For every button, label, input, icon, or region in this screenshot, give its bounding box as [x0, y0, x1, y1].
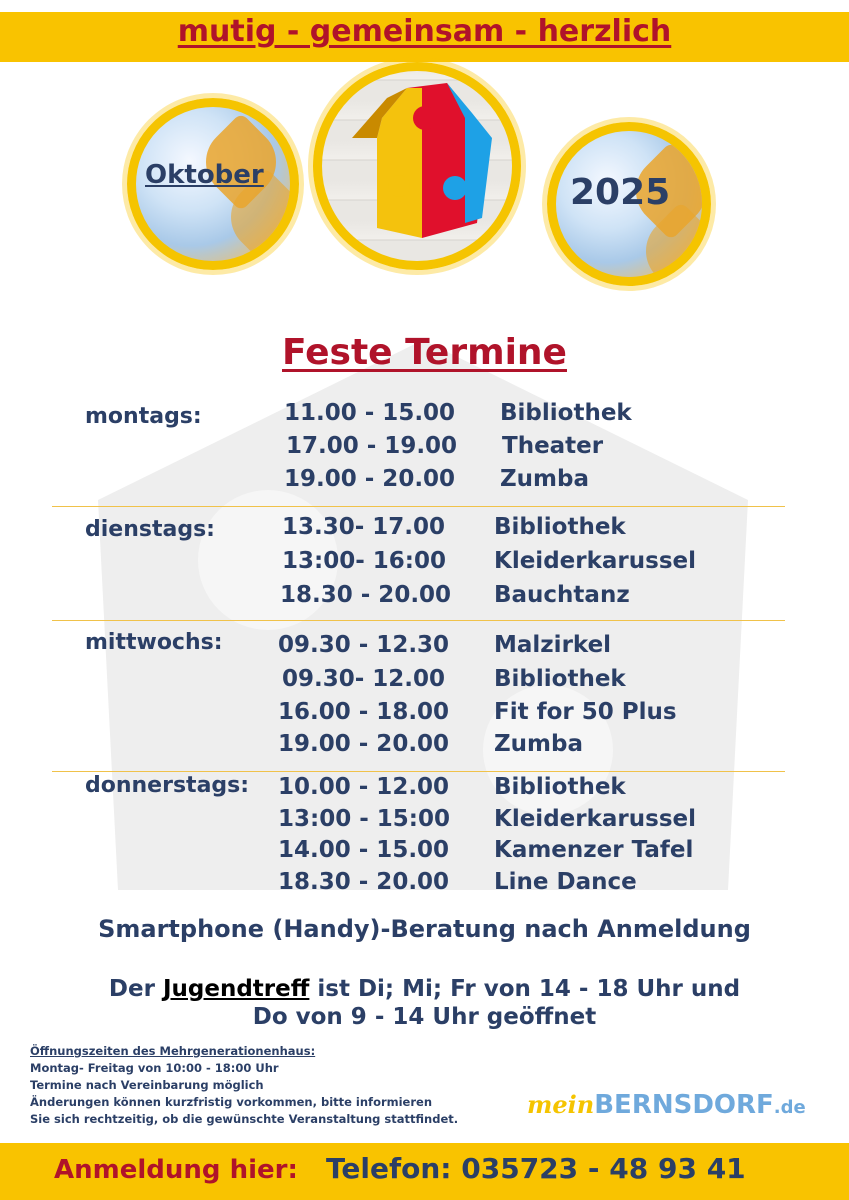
activity-name: Bibliothek	[494, 666, 626, 692]
youth-info	[0, 975, 849, 1031]
time-slot: 17.00 - 19.00	[286, 433, 458, 459]
day-separator	[52, 771, 785, 772]
day-label: montags:	[85, 404, 202, 429]
logo-tld: .de	[773, 1097, 806, 1118]
smartphone-note: Smartphone (Handy)-Beratung nach Anmeldung	[98, 915, 751, 943]
day-label: donnerstags:	[85, 773, 250, 798]
activity-name: Kamenzer Tafel	[494, 837, 694, 863]
footer-phone[interactable]: Telefon: 035723 - 48 93 41	[326, 1152, 746, 1185]
activity-name: Theater	[502, 433, 604, 459]
autumn-leaf-icon	[632, 202, 711, 286]
youth-line2: Do von 9 - 14 Uhr geöffnet	[252, 1004, 597, 1030]
youth-suffix: ist Di; Mi; Fr von 14 - 18 Uhr und	[309, 976, 741, 1002]
opening-line: Termine nach Vereinbarung möglich	[30, 1078, 264, 1092]
slogan-text: mutig - gemeinsam - herzlich	[177, 14, 672, 49]
activity-name: Zumba	[500, 466, 590, 492]
day-label: dienstags:	[85, 517, 215, 542]
time-slot: 16.00 - 18.00	[278, 699, 450, 725]
activity-name: Bibliothek	[500, 400, 632, 426]
time-slot: 13:00- 16:00	[282, 548, 446, 574]
opening-line: Änderungen können kurzfristig vorkommen, bitte informieren	[30, 1095, 433, 1109]
slogan-banner	[0, 12, 849, 62]
bernsdorf-logo	[527, 1090, 806, 1120]
time-slot: 13:00 - 15:00	[278, 806, 450, 832]
activity-name: Kleiderkarussel	[494, 806, 696, 832]
opening-hours	[30, 1043, 458, 1128]
time-slot: 18.30 - 20.00	[280, 582, 452, 608]
activity-name: Bibliothek	[494, 514, 626, 540]
time-slot: 18.30 - 20.00	[278, 869, 450, 895]
footer-lead: Anmeldung hier:	[54, 1155, 298, 1185]
time-slot: 19.00 - 20.00	[284, 466, 456, 492]
youth-prefix: Der	[108, 976, 163, 1002]
activity-name: Kleiderkarussel	[494, 548, 696, 574]
day-separator	[52, 620, 785, 621]
opening-title: Öffnungszeiten des Mehrgenerationenhaus:	[30, 1044, 316, 1058]
time-slot: 09.30- 12.00	[282, 666, 446, 692]
opening-line: Montag- Freitag von 10:00 - 18:00 Uhr	[30, 1061, 279, 1075]
activity-name: Fit for 50 Plus	[494, 699, 677, 725]
month-label: Oktober	[145, 160, 264, 190]
logo-mein: mein	[527, 1090, 595, 1119]
activity-name: Malzirkel	[494, 632, 612, 658]
day-separator	[52, 506, 785, 507]
time-slot: 10.00 - 12.00	[278, 774, 450, 800]
logo-brand: BERNSDORF	[594, 1090, 774, 1120]
day-label: mittwochs:	[85, 630, 223, 655]
time-slot: 19.00 - 20.00	[278, 731, 450, 757]
time-slot: 13.30- 17.00	[282, 514, 446, 540]
youth-highlight: Jugendtreff	[162, 976, 310, 1002]
time-slot: 09.30 - 12.30	[278, 632, 450, 658]
time-slot: 14.00 - 15.00	[278, 837, 450, 863]
section-title-text: Feste Termine	[282, 332, 567, 373]
activity-name: Bauchtanz	[494, 582, 630, 608]
year-label: 2025	[570, 172, 671, 213]
activity-name: Bibliothek	[494, 774, 626, 800]
time-slot: 11.00 - 15.00	[284, 400, 456, 426]
section-title	[0, 332, 849, 373]
activity-name: Line Dance	[494, 869, 637, 895]
opening-line: Sie sich rechtzeitig, ob die gewünschte Veranstaltung stattfindet.	[30, 1112, 459, 1126]
puzzle-house-icon	[347, 78, 497, 243]
activity-name: Zumba	[494, 731, 584, 757]
